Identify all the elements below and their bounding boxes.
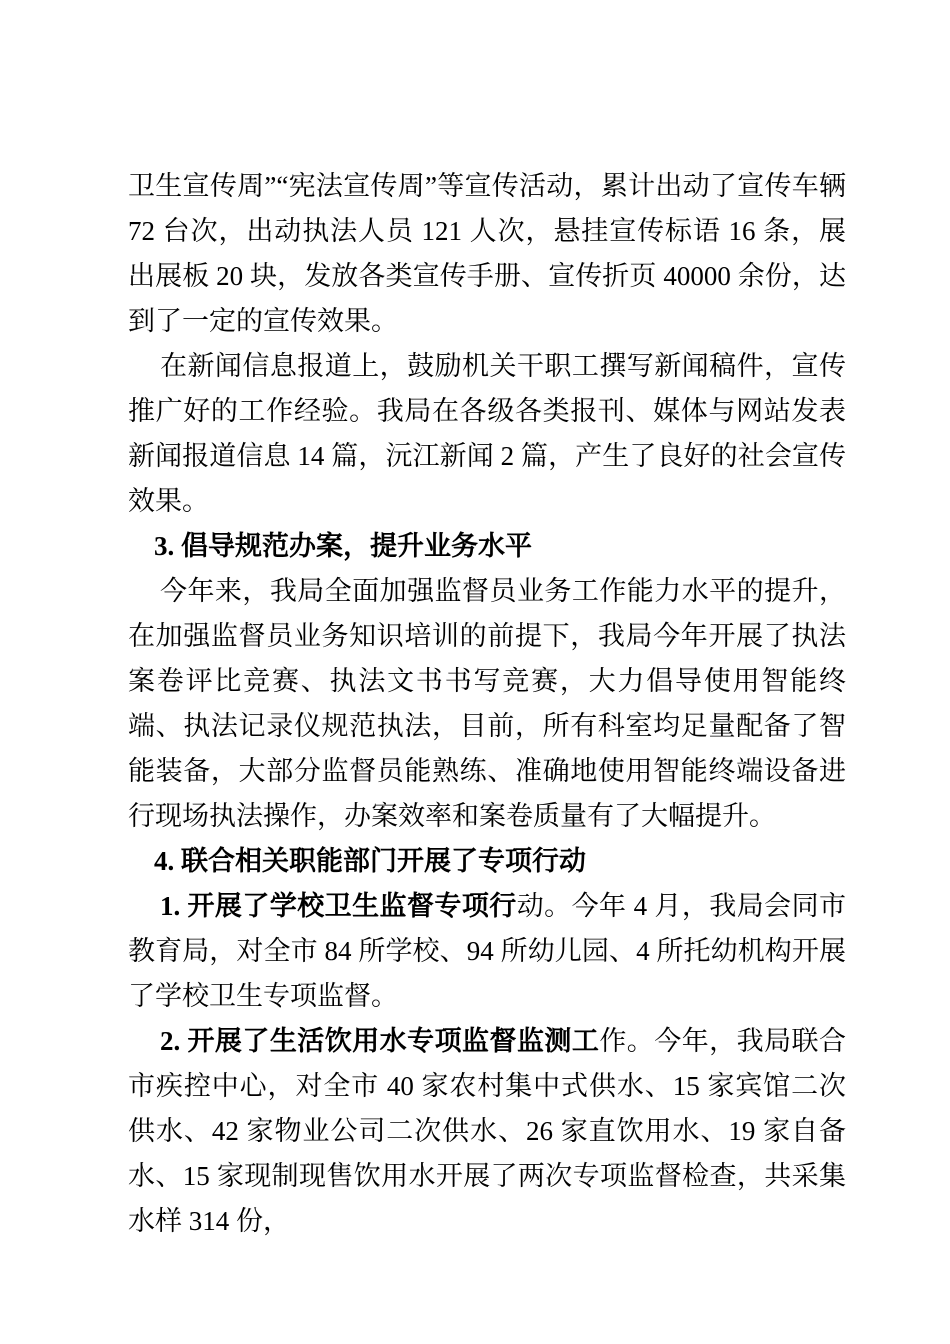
document-body <box>128 164 846 1244</box>
paragraph-publicity-stats: 卫生宣传周”“宪法宣传周”等宣传活动，累计出动了宣传车辆 72 台次，出动执法人员 121 人次，悬挂宣传标语 16 条，展出展板 20 块，发放各类宣传手册、宣传折页 40000 余份，达到了一定的宣传效果。 <box>128 171 846 336</box>
subparagraph-school-inspection-text: 动。今年 4 月，我局会同市教育局，对全市 84 所学校、94 所幼儿园、4 所托幼机构开展了学校卫生专项监督。 <box>128 891 847 1011</box>
heading-section-4: 4. 联合相关职能部门开展了专项行动 <box>154 846 586 876</box>
paragraph-drinking-water-inspection <box>128 1019 846 1244</box>
paragraph-school-hygiene-inspection <box>128 884 846 1019</box>
paragraph-news-reporting: 在新闻信息报道上，鼓励机关干职工撰写新闻稿件，宣传推广好的工作经验。我局在各级各类报刊、媒体与网站发表新闻报道信息 14 篇，沅江新闻 2 篇，产生了良好的社会宣传效果。 <box>128 351 846 516</box>
heading-section-3: 3. 倡导规范办案，提升业务水平 <box>154 531 532 561</box>
subheading-school-inspection: 1. 开展了学校卫生监督专项行 <box>160 891 517 921</box>
paragraph-law-enforcement-training: 今年来，我局全面加强监督员业务工作能力水平的提升，在加强监督员业务知识培训的前提下，我局今年开展了执法案卷评比竞赛、执法文书书写竞赛，大力倡导使用智能终端、执法记录仪规范执法，目前，所有科室均足量配备了智能装备，大部分监督员能熟练、准确地使用智能终端设备进行现场执法操作，办案效率和案卷质量有了大幅提升。 <box>128 576 846 831</box>
subheading-water-inspection: 2. 开展了生活饮用水专项监督监测工 <box>160 1026 600 1056</box>
subparagraph-water-inspection-text: 作。今年，我局联合市疾控中心，对全市 40 家农村集中式供水、15 家宾馆二次供水、42 家物业公司二次供水、26 家直饮用水、19 家自备水、15 家现制现售饮用水开展了两次专项监督检查，共采集水样 314 份， <box>128 1026 847 1236</box>
